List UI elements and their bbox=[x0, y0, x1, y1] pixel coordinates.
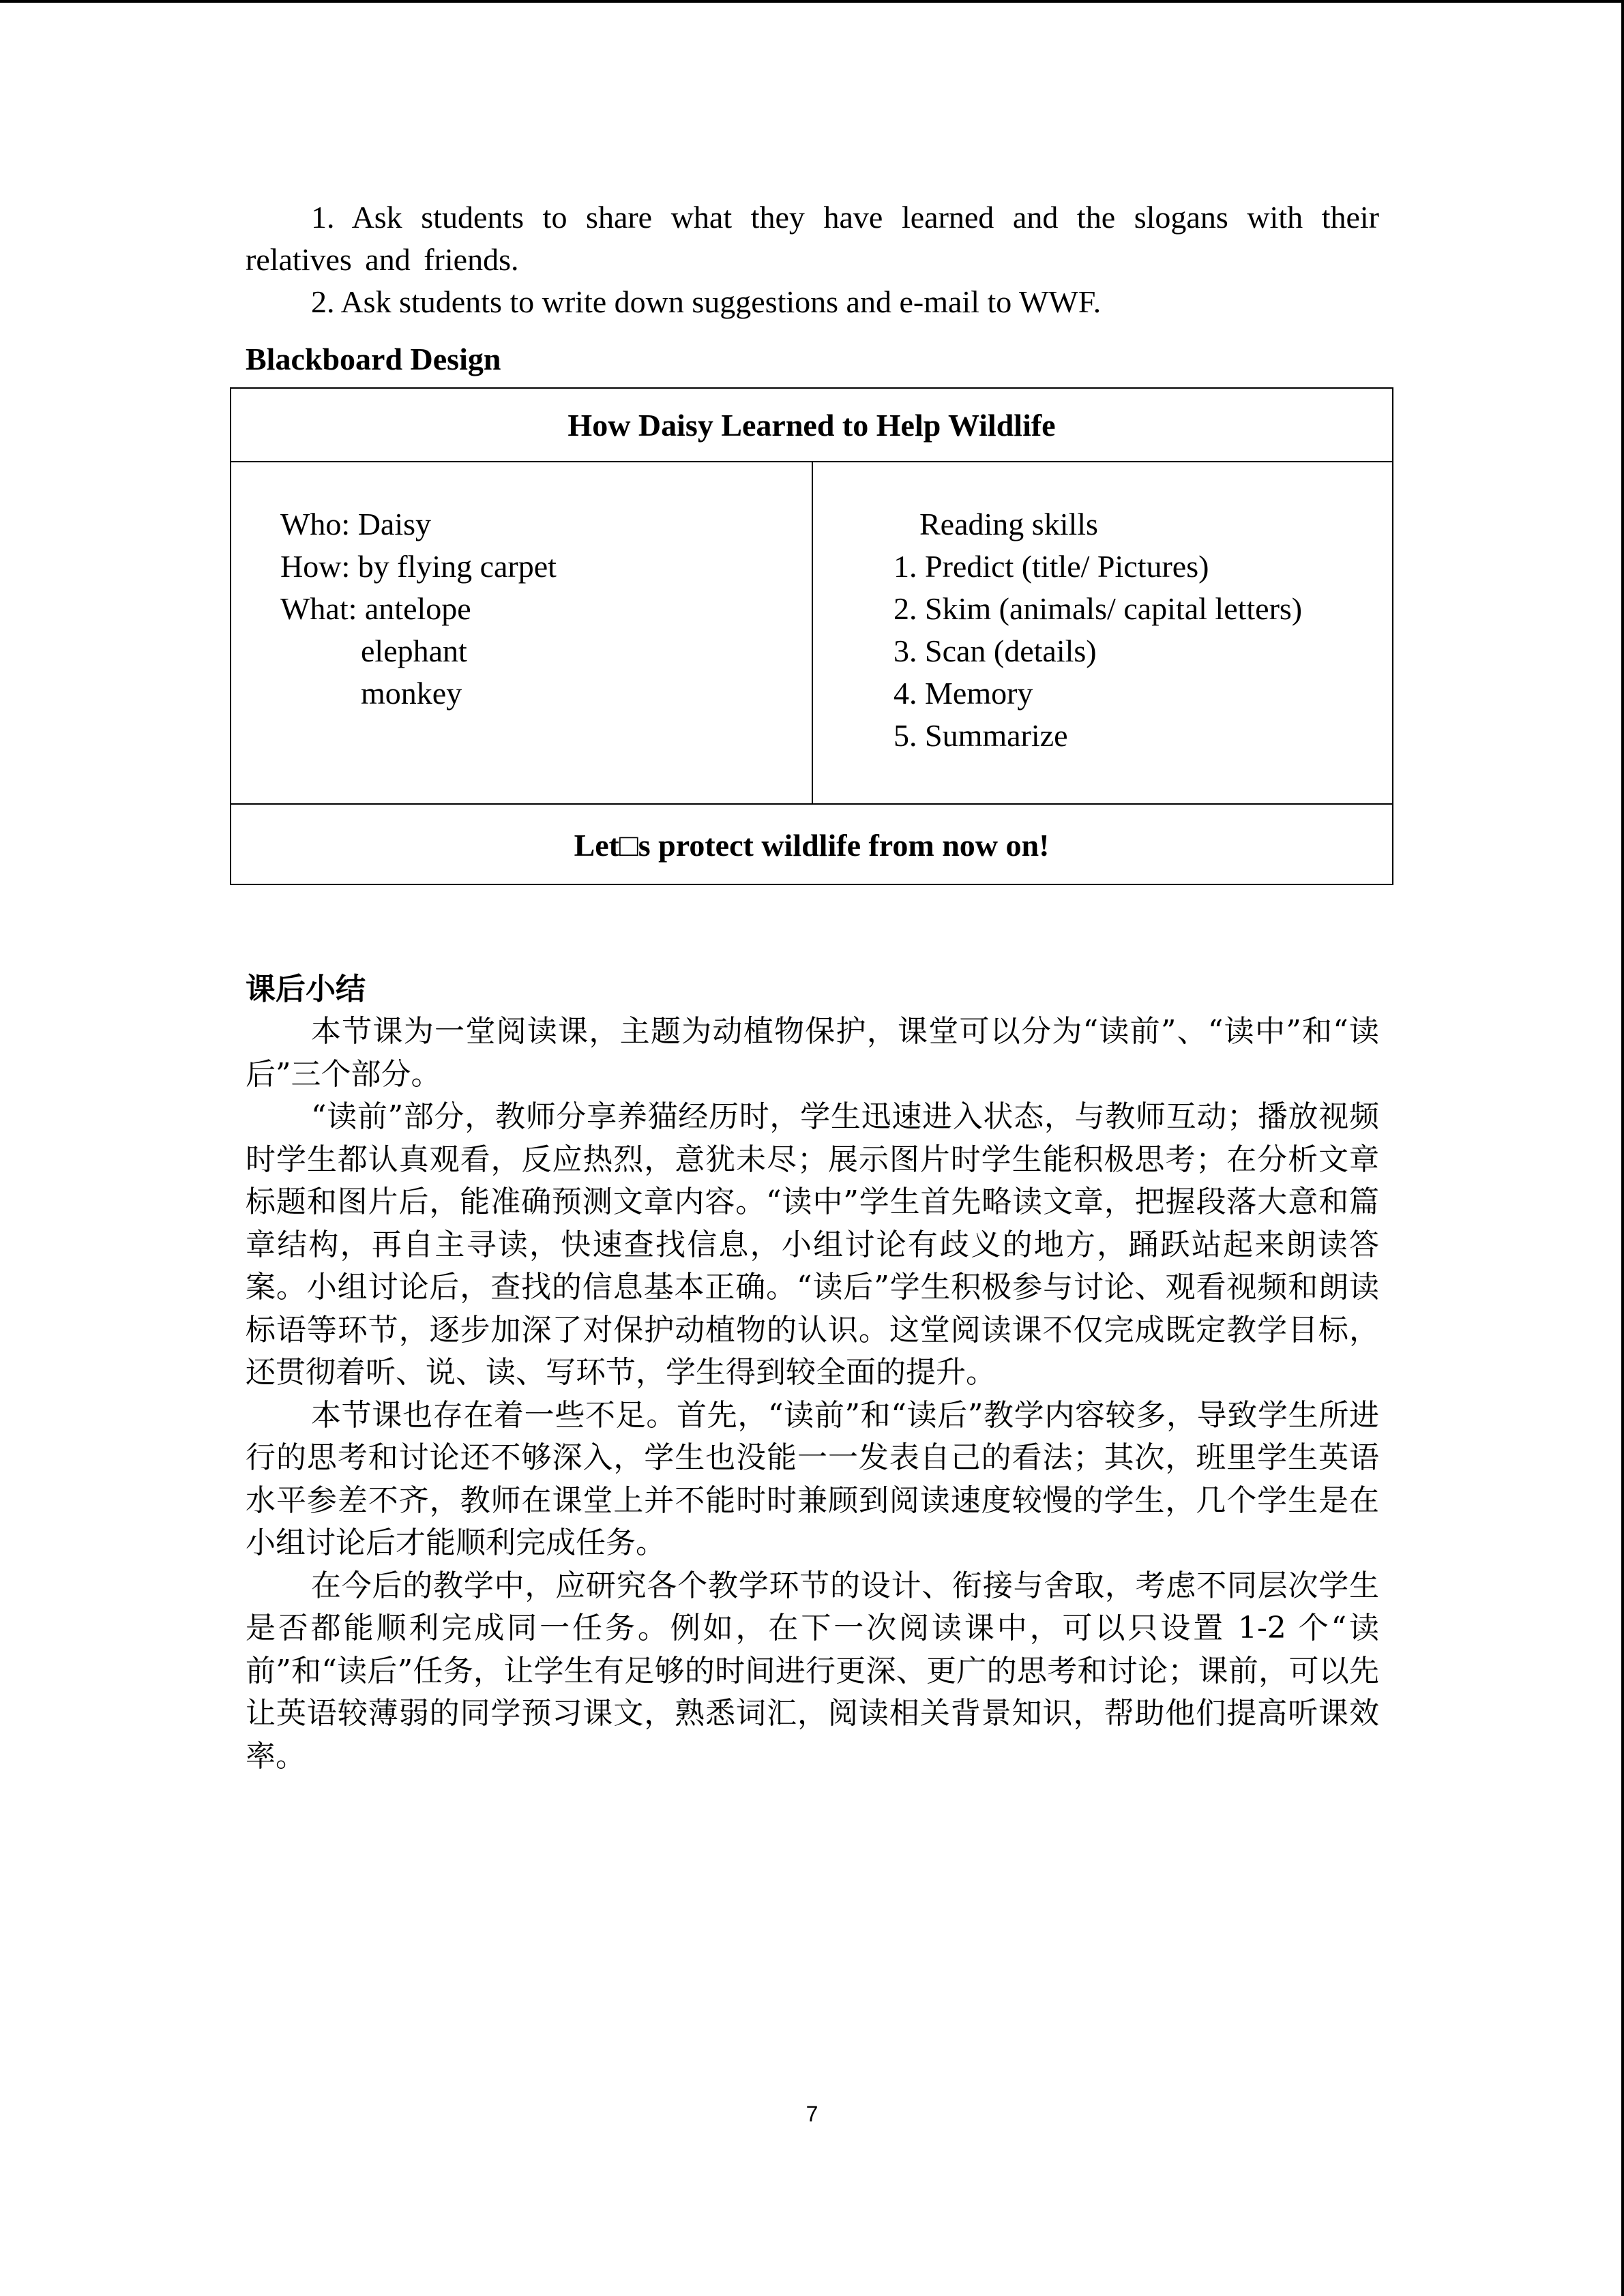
homework-item-2: 2. Ask students to write down suggestions and e-mail to WWF. bbox=[311, 284, 1102, 319]
skill-item: 1. Predict (title/ Pictures) bbox=[894, 549, 1209, 584]
page-top-border bbox=[0, 0, 1624, 3]
page-right-border bbox=[1621, 0, 1624, 2296]
summary-title: 课后小结 bbox=[246, 972, 366, 1007]
animal-elephant: elephant bbox=[361, 633, 467, 668]
skill-item: 5. Summarize bbox=[894, 718, 1068, 753]
animal-monkey: monkey bbox=[361, 676, 462, 711]
skill-item: 3. Scan (details) bbox=[894, 633, 1097, 668]
blackboard-title: How Daisy Learned to Help Wildlife bbox=[231, 389, 1392, 462]
page-number: 7 bbox=[806, 2102, 818, 2126]
summary-paragraph: 本节课也存在着一些不足。首先，“读前”和“读后”教学内容较多，导致学生所进行的思考和讨论还不够深入，学生也没能一一发表自己的看法；其次，班里学生英语水平参差不齐，教师在课堂上并不能时时兼顾到阅读速度较慢的学生，几个学生是在小组讨论后才能顺利完成任务。 bbox=[246, 1397, 1379, 1560]
summary-paragraph: 本节课为一堂阅读课，主题为动植物保护，课堂可以分为“读前”、“读中”和“读后”三个部分。 bbox=[246, 1014, 1379, 1092]
how-line: How: by flying carpet bbox=[280, 549, 557, 584]
homework-section bbox=[246, 196, 1379, 381]
summary-section bbox=[246, 968, 1379, 1778]
blackboard-footer-slogan: Let□s protect wildlife from now on! bbox=[231, 803, 1392, 885]
blackboard-right-cell bbox=[813, 462, 1393, 805]
blackboard-left-cell bbox=[231, 462, 813, 805]
skill-item: 2. Skim (animals/ capital letters) bbox=[894, 591, 1303, 626]
summary-paragraph: 在今后的教学中，应研究各个教学环节的设计、衔接与舍取，考虑不同层次学生是否都能顺利完成同一任务。例如，在下一次阅读课中，可以只设置 1-2 个“读前”和“读后”任务，让学生有足够的时间进行更深、更广的思考和讨论；课前，可以先让英语较薄弱的同学预习课文，熟悉词汇，阅读相关背景知识，帮助他们提高听课效率。 bbox=[246, 1568, 1379, 1774]
who-line: Who: Daisy bbox=[280, 507, 432, 541]
blackboard-design-heading: Blackboard Design bbox=[246, 342, 501, 376]
blackboard-table bbox=[230, 387, 1393, 885]
skill-item: 4. Memory bbox=[894, 676, 1033, 711]
homework-item-1: 1. Ask students to share what they have learned and the slogans with their relatives and friends. bbox=[246, 200, 1379, 277]
summary-paragraph: “读前”部分，教师分享养猫经历时，学生迅速进入状态，与教师互动；播放视频时学生都认真观看，反应热烈，意犹未尽；展示图片时学生能积极思考；在分析文章标题和图片后，能准确预测文章内容。“读中”学生首先略读文章，把握段落大意和篇章结构，再自主寻读，快速查找信息，小组讨论有歧义的地方，踊跃站起来朗读答案。小组讨论后，查找的信息基本正确。“读后”学生积极参与讨论、观看视频和朗读标语等环节，逐步加深了对保护动植物的认识。这堂阅读课不仅完成既定教学目标，还贯彻着听、说、读、写环节，学生得到较全面的提升。 bbox=[246, 1099, 1379, 1390]
reading-skills-heading: Reading skills bbox=[919, 507, 1098, 541]
what-line: What: antelope bbox=[280, 591, 471, 626]
